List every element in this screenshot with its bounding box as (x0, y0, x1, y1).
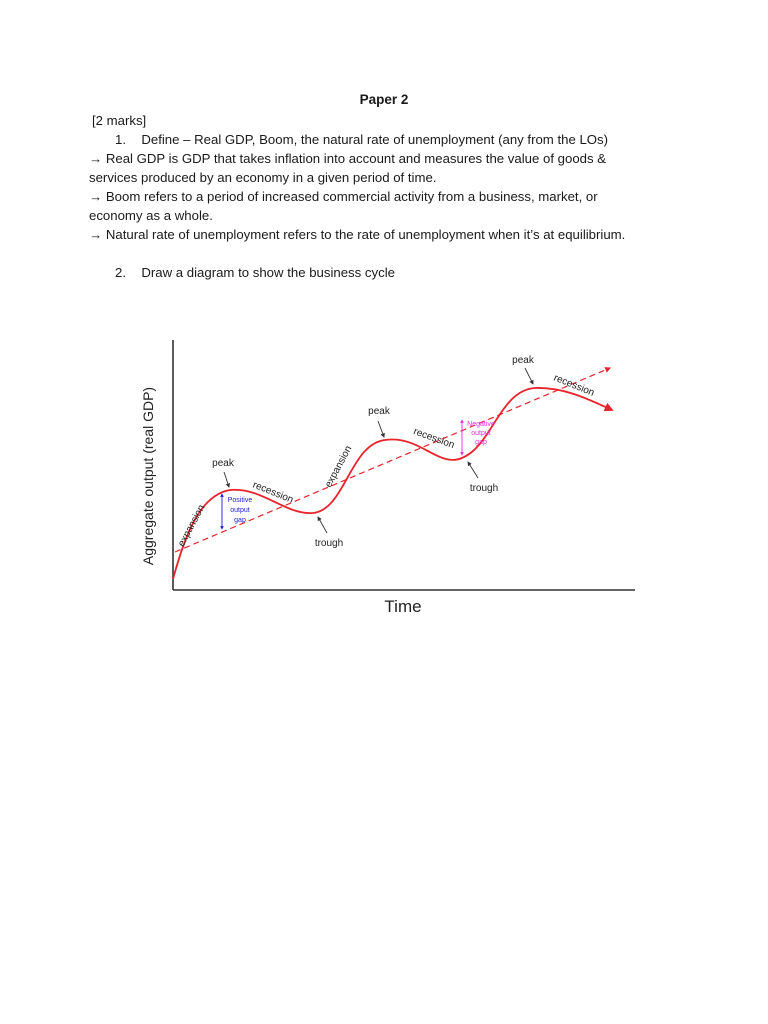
positive-gap-label-3: gap (234, 517, 246, 524)
peak-label-1: peak (212, 458, 234, 469)
expansion-label-1: expansion (176, 503, 208, 549)
trend-line (175, 368, 610, 552)
business-cycle-svg (92, 282, 680, 618)
marks-label: [2 marks] (92, 113, 147, 128)
peak-2-pointer (378, 421, 384, 437)
question-2 (115, 263, 395, 282)
recession-label-3: recession (552, 372, 596, 399)
peak-3-pointer (525, 368, 533, 384)
trough-label-1: trough (314, 538, 344, 549)
business-cycle-diagram (92, 282, 680, 618)
peak-1-pointer (224, 472, 229, 487)
positive-gap-label-1: Positive (227, 497, 253, 504)
peak-label-2: peak (368, 406, 390, 417)
recession-label-2: recession (411, 426, 456, 452)
business-cycle-curve (173, 388, 612, 579)
question-1-text: Define – Real GDP, Boom, the natural rate of unemployment (any from the LOs) (141, 132, 609, 147)
recession-label-1: recession (251, 479, 295, 506)
arrow-icon: → (89, 227, 103, 242)
answer-real-gdp (89, 149, 606, 168)
answer-boom (89, 187, 598, 206)
negative-gap-label-2: output (471, 430, 491, 437)
question-2-text: Draw a diagram to show the business cycle (141, 265, 395, 280)
negative-gap-label-3: gap (475, 439, 487, 446)
question-2-number: 2. (115, 265, 126, 280)
answer-real-gdp-line1: Real GDP is GDP that takes inflation into account and measures the value of goods & (105, 151, 607, 166)
answer-real-gdp-line2: services produced by an economy in a given period of time. (89, 170, 437, 185)
x-axis-label: Time (384, 597, 422, 616)
trough-1-pointer (318, 517, 327, 533)
trough-label-2: trough (469, 483, 499, 494)
arrow-icon: → (89, 189, 103, 204)
answer-natural-rate-line1: Natural rate of unemployment refers to the rate of unemployment when it’s at equilibrium. (105, 227, 626, 242)
question-1 (115, 130, 608, 149)
negative-gap-label-1: Negative (467, 421, 495, 428)
expansion-label-2: expansion (323, 444, 355, 490)
y-axis-label: Aggregate output (real GDP) (140, 386, 156, 566)
answer-natural-rate (89, 225, 625, 244)
peak-label-3: peak (512, 355, 534, 366)
page-title: Paper 2 (359, 92, 409, 107)
question-1-number: 1. (115, 132, 126, 147)
trough-2-pointer (468, 462, 478, 478)
positive-gap-label-2: output (230, 507, 250, 514)
answer-boom-line1: Boom refers to a period of increased commercial activity from a business, market, or (105, 189, 598, 204)
answer-boom-line2: economy as a whole. (89, 208, 213, 223)
arrow-icon: → (89, 151, 103, 166)
